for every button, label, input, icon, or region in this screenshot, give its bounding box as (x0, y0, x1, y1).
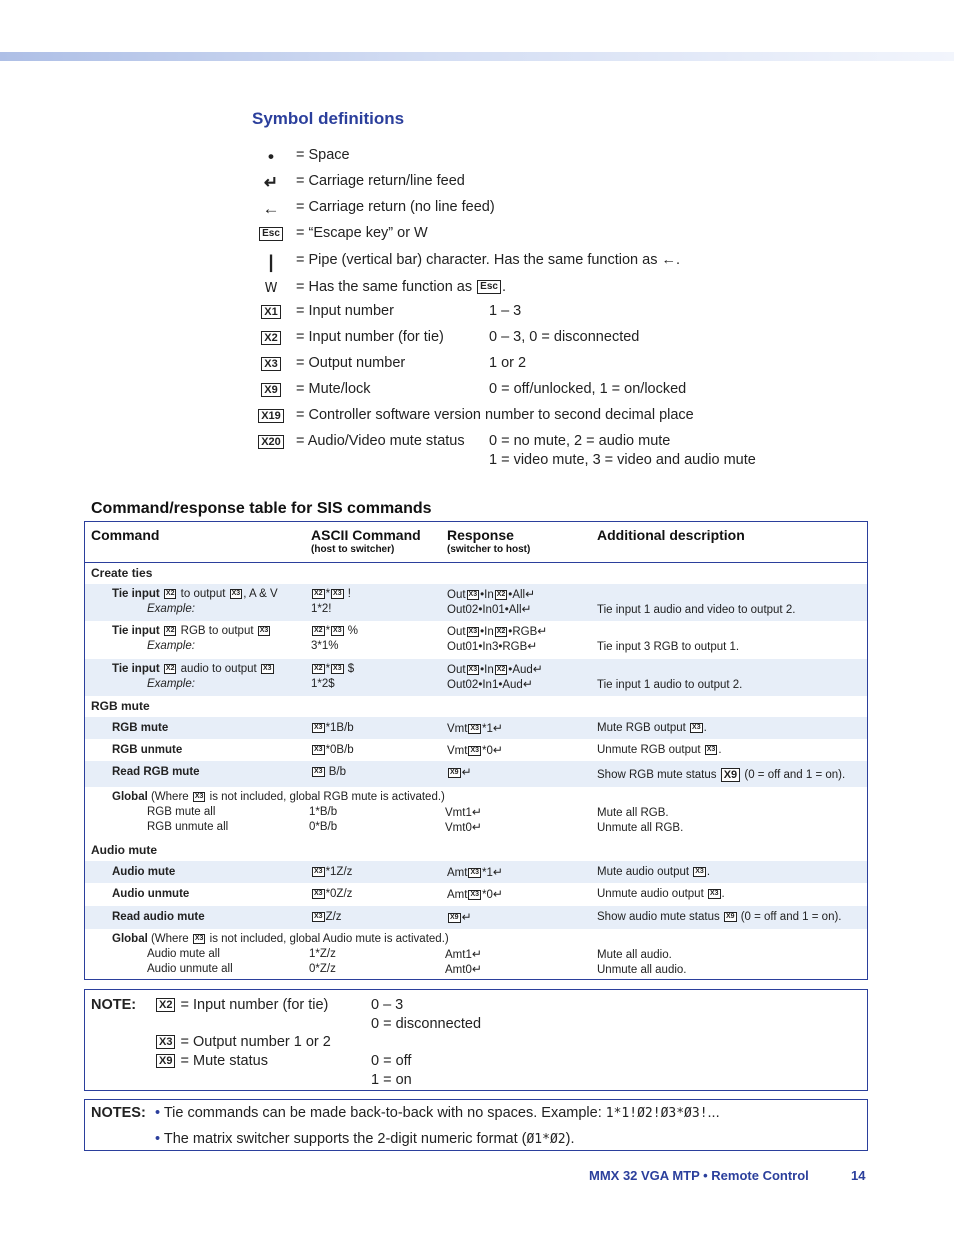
response-unmute-all: Vmt0↵ (445, 820, 482, 834)
description-unmute-all: Unmute all RGB. (597, 822, 684, 834)
description-cell: Tie input 1 audio and video to output 2. (597, 604, 796, 616)
page-number: 14 (851, 1168, 866, 1183)
ascii-cell: X3 *1Z/z (314, 866, 353, 878)
table-row-global (85, 787, 867, 847)
symbol-value: 0 – 3, 0 = disconnected (489, 329, 640, 345)
group-label: Audio mute (91, 843, 157, 857)
symbol-row (0, 195, 954, 217)
x2-icon: X2 (496, 627, 506, 635)
symbol-text: = “Escape key” or W (296, 225, 428, 241)
x2-icon: X2 (314, 589, 323, 597)
symbol-row (0, 429, 954, 468)
symbol-value: 0 = no mute, 2 = audio mute (489, 433, 671, 449)
x2-icon: X2 (496, 590, 506, 598)
command-cell: Tie input X2 audio to output X3 (112, 663, 272, 675)
x9-icon: X9 (721, 768, 740, 782)
x3-icon: X3 (156, 1035, 175, 1049)
response-cell (447, 910, 472, 926)
x3-icon: X3 (706, 745, 716, 753)
escape-key-icon: Esc (256, 225, 286, 241)
description-cell: Mute RGB output X3 . (597, 722, 707, 734)
x9-icon: X9 (725, 912, 735, 920)
table-row (85, 621, 867, 658)
table-row (85, 883, 867, 906)
footer-title: MMX 32 VGA MTP • Remote Control (589, 1168, 809, 1183)
x3-icon: X3 (692, 723, 701, 731)
x2-icon (256, 329, 286, 345)
notes-label: NOTES: (91, 1105, 146, 1121)
pipe-icon: | (268, 252, 274, 272)
symbol-row (0, 299, 954, 321)
header-response: Response (switcher to host) (447, 527, 531, 555)
ascii-cell: X3 *0B/b (314, 744, 354, 756)
x9-icon: X9 (450, 913, 459, 921)
symbol-row (0, 325, 954, 347)
return-icon: ↵ (537, 624, 548, 638)
table-row (85, 739, 867, 761)
command-cell: Tie input X2 RGB to output X3 (112, 625, 269, 637)
response-cell: Amt X3 *0↵ (447, 887, 503, 901)
response-all: Vmt1↵ (445, 805, 482, 819)
notes-bullet-2: • The matrix switcher supports the 2-digit numeric format (Ø1*Ø2). (155, 1131, 575, 1147)
header-gradient-bar (0, 52, 954, 61)
note-x2-value2: 0 = disconnected (371, 1016, 482, 1032)
command-cell: Global (Where X3 is not included, global RGB mute is activated.) (112, 791, 445, 803)
x3-icon: X3 (333, 664, 342, 672)
group-rgb-mute (85, 696, 867, 717)
x3-icon: X3 (314, 723, 323, 731)
command-cell: Read RGB mute (112, 766, 200, 778)
ascii-example: 3*1% (311, 640, 339, 652)
return-icon: ↵ (532, 662, 543, 676)
note-x2-value: 0 – 3 (371, 997, 404, 1013)
description-cell: Mute audio output X3 . (597, 866, 711, 878)
example-label: Example: (147, 603, 195, 615)
x3-icon: X3 (470, 868, 480, 876)
note-x9-value: 0 = off (371, 1053, 412, 1069)
command-unmute-all: Audio unmute all (147, 963, 233, 975)
command-cell: RGB unmute (112, 744, 183, 756)
response-example: Out02•In01•All↵ (447, 602, 532, 616)
x1-icon (256, 303, 286, 319)
response-cell: Out X3 •In X2 •All↵ (447, 587, 536, 601)
description-cell: Unmute RGB output X3 . (597, 744, 722, 756)
x2-icon: X2 (496, 665, 506, 673)
notes-bullet-1: • Tie commands can be made back-to-back with no spaces. Example: 1*1!Ø2!Ø3*Ø3!... (155, 1105, 720, 1121)
table-row (85, 717, 867, 739)
ascii-cell: X3 Z/z (314, 911, 342, 923)
x9-icon (256, 381, 286, 397)
x3-icon: X3 (262, 664, 272, 672)
symbol-row (0, 221, 954, 243)
ascii-example: 1*2! (311, 603, 332, 615)
x3-icon: X3 (314, 867, 323, 875)
x9-icon: X9 (261, 383, 280, 397)
symbol-text: = Carriage return/line feed (296, 173, 465, 189)
response-cell: Out X3 •In X2 •RGB↵ (447, 624, 548, 638)
x3-icon: X3 (259, 626, 269, 634)
response-cell: Vmt X3 *0↵ (447, 743, 503, 757)
command-all: Audio mute all (147, 948, 220, 960)
x3-icon: X3 (470, 746, 480, 754)
return-icon: ↵ (471, 820, 482, 834)
return-icon: ↵ (471, 962, 482, 976)
ascii-all: 1*Z/z (309, 948, 336, 960)
header-ascii: ASCII Command (host to switcher) (311, 527, 421, 555)
x3-icon: X3 (194, 792, 204, 800)
ascii-cell: X3 *1B/b (314, 722, 354, 734)
x3-icon: X3 (194, 934, 204, 942)
command-all: RGB mute all (147, 806, 216, 818)
header-description: Additional description (597, 527, 745, 543)
x3-icon: X3 (468, 627, 478, 635)
table-row (85, 659, 867, 696)
description-cell: Unmute audio output X3 . (597, 888, 725, 900)
x19-icon: X19 (258, 409, 284, 423)
x1-icon: X1 (261, 305, 280, 319)
ascii-cell: X3 *0Z/z (314, 888, 353, 900)
x3-icon: X3 (314, 912, 323, 920)
symbol-row (0, 143, 954, 165)
description-all: Mute all audio. (597, 949, 672, 961)
symbol-row (0, 403, 954, 425)
note-box (84, 989, 868, 1091)
ascii-cell: X2 * X3 ! (314, 588, 351, 600)
return-icon: ↵ (521, 602, 532, 616)
description-unmute-all: Unmute all audio. (597, 964, 687, 976)
return-icon: ↵ (461, 910, 472, 924)
bullet-icon: • (155, 1105, 161, 1121)
x3-icon (256, 355, 286, 371)
x3-icon: X3 (261, 357, 280, 371)
space-bullet-icon: • (268, 147, 274, 166)
ascii-cell: X2 * X3 % (314, 625, 359, 637)
x9-icon: X9 (156, 1054, 175, 1068)
command-cell: Audio unmute (112, 888, 190, 900)
return-icon: ↵ (522, 677, 533, 691)
return-icon: ↵ (492, 887, 503, 901)
w-icon: W (264, 281, 278, 296)
table-row (85, 861, 867, 883)
command-cell: RGB mute (112, 722, 169, 734)
symbol-text: = Input number (296, 303, 394, 319)
ascii-all: 1*B/b (309, 806, 338, 818)
description-cell: Show RGB mute status X9 (0 = off and 1 = on). (597, 769, 846, 782)
return-icon: ↵ (492, 721, 503, 735)
description-cell: Tie input 3 RGB to output 1. (597, 641, 740, 653)
x2-icon: X2 (314, 626, 323, 634)
symbol-row (0, 351, 954, 373)
notes-box (84, 1099, 868, 1151)
response-example: Out02•In1•Aud↵ (447, 677, 533, 691)
x2-icon: X2 (261, 331, 280, 345)
symbol-text: = Mute/lock (296, 381, 371, 397)
x3-icon: X3 (468, 590, 478, 598)
note-label: NOTE: (91, 997, 137, 1013)
group-label: RGB mute (91, 699, 150, 713)
note-x9-value2: 1 = on (371, 1072, 412, 1088)
return-icon: ↵ (492, 865, 503, 879)
response-example: Out01•In3•RGB↵ (447, 639, 538, 653)
ascii-cell: X2 * X3 $ (314, 663, 355, 675)
response-all: Amt1↵ (445, 947, 482, 961)
x3-icon: X3 (333, 589, 342, 597)
symbol-text: = Space (296, 147, 350, 163)
note-x3: X3 = Output number 1 or 2 (155, 1033, 331, 1051)
ascii-unmute-all: 0*Z/z (309, 963, 336, 975)
x2-icon: X2 (314, 664, 323, 672)
symbol-text: = Audio/Video mute status (296, 433, 465, 449)
group-create-ties (85, 563, 867, 584)
command-cell: Tie input X2 to output X3 , A & V (112, 588, 278, 600)
example-label: Example: (147, 640, 195, 652)
table-row-global (85, 929, 867, 989)
return-icon: ↵ (525, 587, 536, 601)
symbol-value: 1 – 3 (489, 303, 522, 319)
x3-icon: X3 (695, 867, 704, 875)
return-icon: ↵ (471, 805, 482, 819)
x3-icon: X3 (333, 626, 342, 634)
x2-icon: X2 (165, 664, 175, 672)
carriage-return-line-feed-icon: ↵ (263, 173, 279, 192)
header-command: Command (91, 527, 160, 543)
symbol-value: 0 = off/unlocked, 1 = on/locked (489, 381, 687, 397)
x9-icon: X9 (450, 768, 459, 776)
return-icon: ↵ (527, 639, 538, 653)
response-unmute-all: Amt0↵ (445, 962, 482, 976)
symbol-text: = Controller software version number to second decimal place (296, 407, 694, 423)
table-row (85, 906, 867, 929)
symbol-text: = Pipe (vertical bar) character. Has the same function as ←. (296, 252, 681, 268)
ascii-unmute-all: 0*B/b (309, 821, 338, 833)
symbol-row (0, 169, 954, 191)
symbol-row (0, 377, 954, 399)
note-x2: X2 = Input number (for tie) (155, 996, 328, 1014)
response-cell: Vmt X3 *1↵ (447, 721, 503, 735)
table-header (85, 522, 867, 563)
x2-icon: X2 (165, 589, 175, 597)
symbol-text: = Output number (296, 355, 406, 371)
x3-icon: X3 (709, 889, 719, 897)
x3-icon: X3 (470, 724, 480, 732)
table-title: Command/response table for SIS commands (91, 500, 432, 517)
return-icon: ↵ (492, 743, 503, 757)
x19-icon (256, 407, 286, 423)
return-icon: ↵ (461, 765, 472, 779)
section-title: Symbol definitions (252, 109, 405, 128)
symbol-row (0, 248, 954, 270)
example-label: Example: (147, 678, 195, 690)
command-cell: Global (Where X3 is not included, global Audio mute is activated.) (112, 933, 449, 945)
symbol-text: = Carriage return (no line feed) (296, 199, 495, 215)
x20-icon: X20 (258, 435, 284, 449)
description-cell: Tie input 1 audio to output 2. (597, 679, 743, 691)
x3-icon: X3 (468, 665, 478, 673)
group-label: Create ties (91, 566, 153, 580)
note-x9: X9 = Mute status (155, 1052, 268, 1070)
command-cell: Audio mute (112, 866, 176, 878)
symbol-row (0, 275, 954, 297)
x3-icon: X3 (314, 745, 323, 753)
return-icon: ↵ (471, 947, 482, 961)
command-cell: Read audio mute (112, 911, 205, 923)
response-cell (447, 765, 472, 781)
command-unmute-all: RGB unmute all (147, 821, 229, 833)
group-audio-mute (85, 840, 867, 861)
symbol-value-2: 1 = video mute, 3 = video and audio mute (489, 452, 756, 468)
bullet-icon: • (155, 1131, 161, 1147)
ascii-cell: X3 B/b (314, 766, 347, 778)
x3-icon: X3 (470, 890, 480, 898)
symbol-value: 1 or 2 (489, 355, 527, 371)
x20-icon (256, 433, 286, 449)
x2-icon: X2 (165, 626, 175, 634)
x3-icon: X3 (231, 589, 241, 597)
x2-icon: X2 (156, 998, 175, 1012)
description-all: Mute all RGB. (597, 807, 669, 819)
x3-icon: X3 (314, 889, 323, 897)
ascii-example: 1*2$ (311, 678, 335, 690)
symbol-text: = Has the same function as Esc . (296, 279, 506, 295)
response-cell: Amt X3 *1↵ (447, 865, 503, 879)
table-row (85, 584, 867, 621)
description-cell: Show audio mute status X9 (0 = off and 1 = on). (597, 911, 842, 923)
x3-icon: X3 (314, 767, 323, 775)
table-row (85, 761, 867, 787)
carriage-return-icon: ← (262, 199, 280, 218)
response-cell: Out X3 •In X2 •Aud↵ (447, 662, 543, 676)
symbol-text: = Input number (for tie) (296, 329, 444, 345)
sis-command-table (84, 521, 868, 980)
